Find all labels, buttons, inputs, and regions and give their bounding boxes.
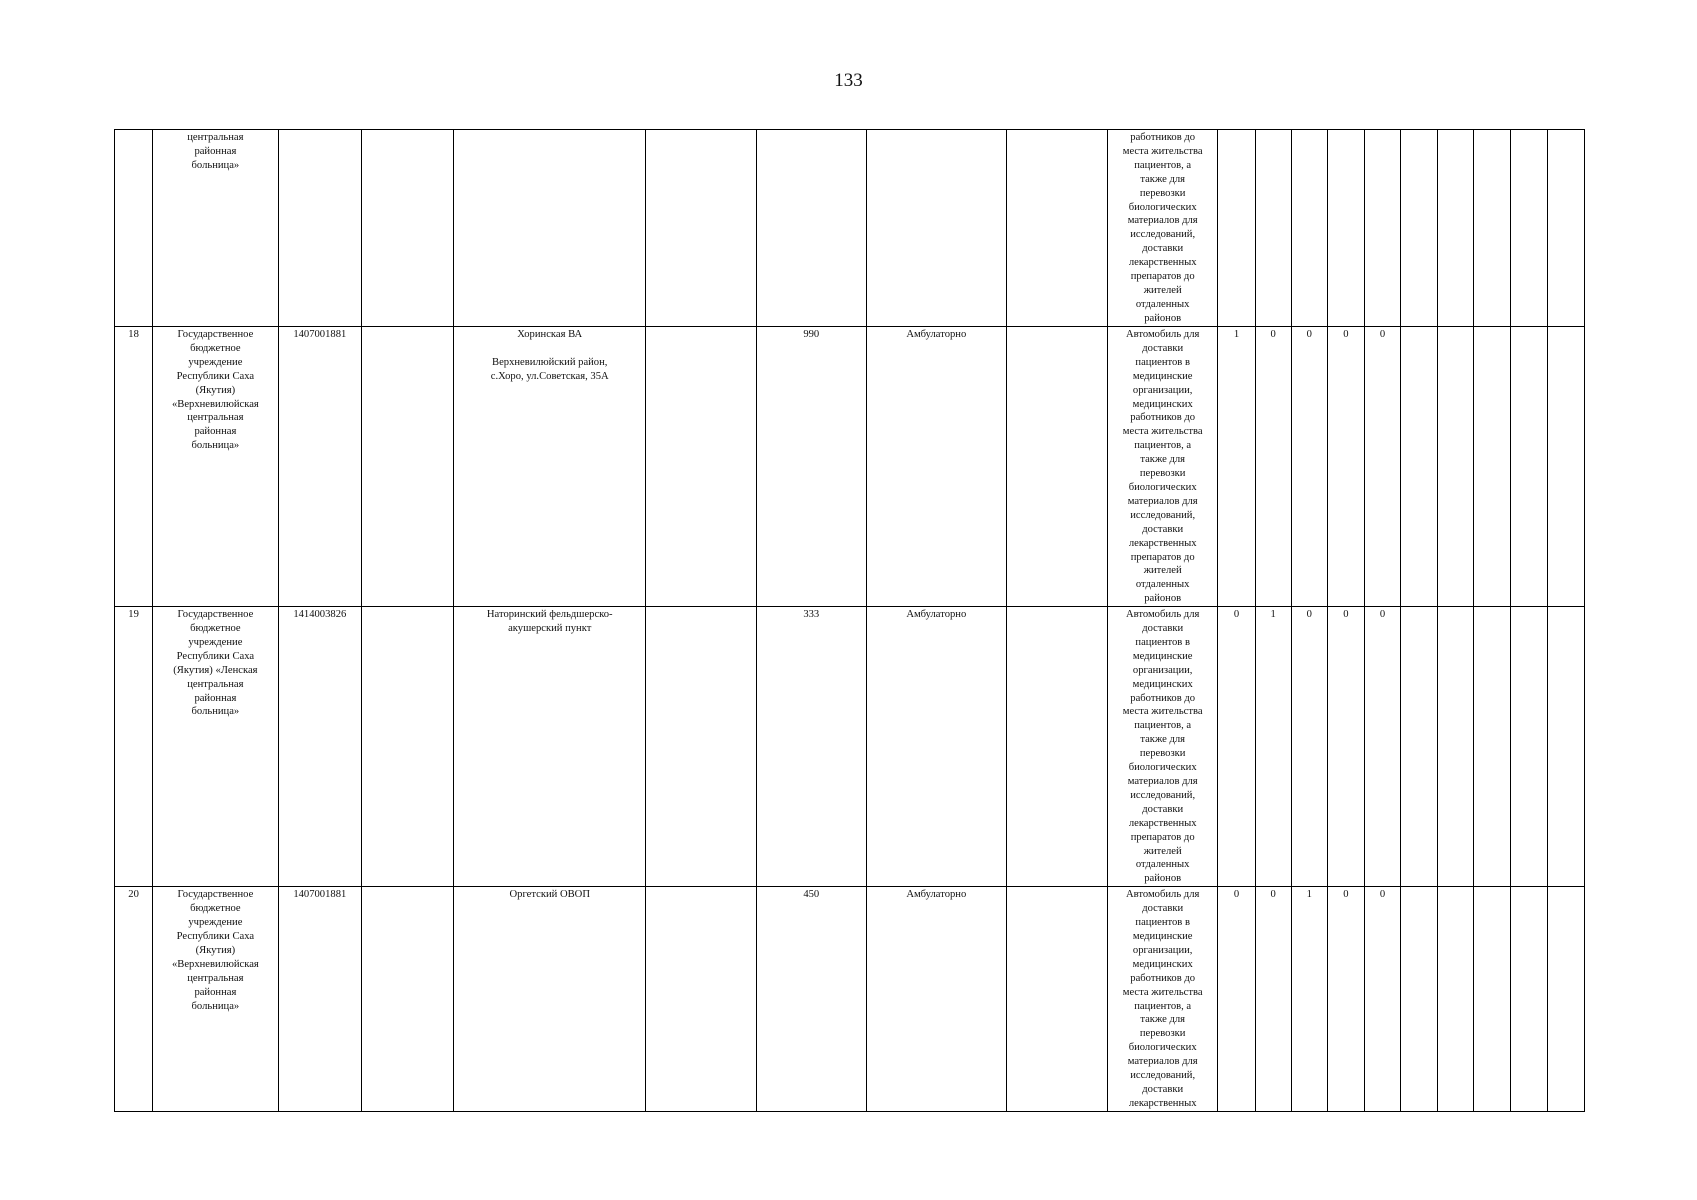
empty-cell — [1006, 607, 1107, 887]
empty-cell — [361, 607, 453, 887]
count-cell — [1255, 130, 1291, 327]
empty-cell — [1510, 130, 1547, 327]
inn-cell: 1407001881 — [278, 887, 361, 1112]
empty-cell — [1006, 327, 1107, 607]
count-cell: 0 — [1364, 607, 1400, 887]
empty-cell — [646, 130, 756, 327]
count-cell: 1 — [1255, 607, 1291, 887]
count-cell: 0 — [1218, 607, 1255, 887]
empty-cell — [1438, 327, 1474, 607]
organization-cell: центральная районная больница» — [153, 130, 279, 327]
facility-cell — [454, 607, 646, 887]
count-cell — [1291, 130, 1327, 327]
care-type-cell: Амбулаторно — [867, 887, 1007, 1112]
count-cell — [1364, 130, 1400, 327]
empty-cell — [1006, 130, 1107, 327]
empty-cell — [1474, 130, 1510, 327]
empty-cell — [646, 327, 756, 607]
empty-cell — [1510, 327, 1547, 607]
count-cell: 0 — [1291, 327, 1327, 607]
care-type-cell — [867, 130, 1007, 327]
count-cell: 1 — [1218, 327, 1255, 607]
count-cell — [1327, 130, 1364, 327]
empty-cell — [1006, 887, 1107, 1112]
empty-cell — [1547, 130, 1584, 327]
table-row — [115, 130, 1585, 327]
population-cell: 333 — [756, 607, 866, 887]
empty-cell — [1401, 327, 1438, 607]
vehicle-purpose-cell: Автомобиль для доставки пациентов в медицинские организации, медицинских работников до места жительства пациентов, а также для перевозки биологических материалов для исследований, доставки лекарственных препаратов до жителей отдаленных районов — [1107, 607, 1217, 887]
count-cell: 0 — [1327, 327, 1364, 607]
count-cell: 1 — [1291, 887, 1327, 1112]
empty-cell — [646, 887, 756, 1112]
empty-cell — [1438, 130, 1474, 327]
facility-cell — [454, 887, 646, 1112]
empty-cell — [1474, 327, 1510, 607]
empty-cell — [1510, 887, 1547, 1112]
facility-cell — [454, 327, 646, 607]
empty-cell — [1401, 887, 1438, 1112]
vehicle-purpose-cell: Автомобиль для доставки пациентов в медицинские организации, медицинских работников до места жительства пациентов, а также для перевозки биологических материалов для исследований, доставки лекарственных препаратов до жителей отдаленных районов — [1107, 327, 1217, 607]
row-number-cell: 19 — [115, 607, 153, 887]
population-cell: 990 — [756, 327, 866, 607]
empty-cell — [646, 607, 756, 887]
empty-cell — [1547, 607, 1584, 887]
empty-cell — [1438, 607, 1474, 887]
page-number: 133 — [834, 70, 863, 91]
count-cell: 0 — [1327, 887, 1364, 1112]
count-cell: 0 — [1364, 327, 1400, 607]
count-cell: 0 — [1364, 887, 1400, 1112]
empty-cell — [1401, 130, 1438, 327]
facility-name: Наторинский фельдшерско- акушерский пункт — [486, 609, 613, 635]
population-cell — [756, 130, 866, 327]
count-cell: 0 — [1255, 887, 1291, 1112]
organization-cell: Государственное бюджетное учреждение Республики Саха (Якутия) «Ленская центральная районная больница» — [153, 607, 279, 887]
empty-cell — [361, 327, 453, 607]
inn-cell — [278, 130, 361, 327]
facility-name: Хоринская ВА — [517, 329, 583, 340]
count-cell — [1218, 130, 1255, 327]
care-type-cell: Амбулаторно — [867, 327, 1007, 607]
count-cell: 0 — [1255, 327, 1291, 607]
empty-cell — [1474, 887, 1510, 1112]
facility-address: Верхневилюйский район, с.Хоро, ул.Советская, 35А — [490, 356, 609, 382]
vehicle-allocation-table — [114, 129, 1585, 1112]
vehicle-purpose-cell: Автомобиль для доставки пациентов в медицинские организации, медицинских работников до места жительства пациентов, а также для перевозки биологических материалов для исследований, доставки лекарственных — [1107, 887, 1217, 1112]
count-cell: 0 — [1327, 607, 1364, 887]
inn-cell: 1414003826 — [278, 607, 361, 887]
empty-cell — [1438, 887, 1474, 1112]
count-cell: 0 — [1218, 887, 1255, 1112]
empty-cell — [361, 130, 453, 327]
facility-name: Оргетский ОВОП — [509, 889, 590, 901]
organization-cell: Государственное бюджетное учреждение Республики Саха (Якутия) «Верхневилюйская центральная районная больница» — [153, 327, 279, 607]
population-cell: 450 — [756, 887, 866, 1112]
facility-cell — [454, 130, 646, 327]
care-type-cell: Амбулаторно — [867, 607, 1007, 887]
row-number-cell: 18 — [115, 327, 153, 607]
inn-cell: 1407001881 — [278, 327, 361, 607]
row-number-cell — [115, 130, 153, 327]
empty-cell — [361, 887, 453, 1112]
organization-cell: Государственное бюджетное учреждение Республики Саха (Якутия) «Верхневилюйская центральная районная больница» — [153, 887, 279, 1112]
empty-cell — [1547, 887, 1584, 1112]
row-number-cell: 20 — [115, 887, 153, 1112]
table-row — [115, 887, 1585, 1112]
count-cell: 0 — [1291, 607, 1327, 887]
empty-cell — [1401, 607, 1438, 887]
spacer — [456, 342, 643, 356]
empty-cell — [1547, 327, 1584, 607]
empty-cell — [1474, 607, 1510, 887]
vehicle-purpose-cell: работников до места жительства пациентов, а также для перевозки биологических материалов для исследований, доставки лекарственных препаратов до жителей отдаленных районов — [1107, 130, 1217, 327]
table-row — [115, 607, 1585, 887]
empty-cell — [1510, 607, 1547, 887]
table-row — [115, 327, 1585, 607]
